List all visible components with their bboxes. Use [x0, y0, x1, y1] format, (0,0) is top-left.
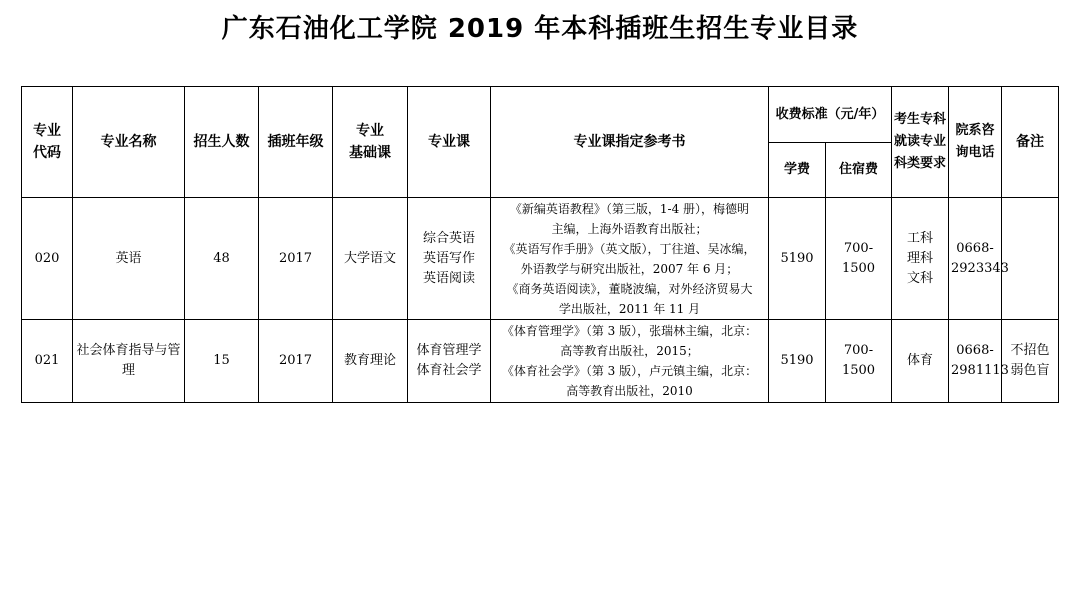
table-row	[22, 198, 1059, 320]
cell-major-courses: 体育管理学 体育社会学	[408, 320, 491, 403]
cell-grade: 2017	[259, 198, 333, 320]
cell-basic-course: 教育理论	[333, 320, 408, 403]
cell-contact-phone: 0668- 2923343	[949, 198, 1002, 320]
cell-requirements: 工科 理科 文科	[892, 198, 949, 320]
cell-housing: 700-1500	[826, 198, 892, 320]
cell-requirements: 体育	[892, 320, 949, 403]
cell-major-courses: 综合英语 英语写作 英语阅读	[408, 198, 491, 320]
header-grade: 插班年级	[259, 87, 333, 198]
cell-tuition: 5190	[769, 320, 826, 403]
cell-reference-books: 《新编英语教程》（第三版，1-4 册），梅德明 主编，上海外语教育出版社； 《英语写作手册》（英文版），丁往道、吴冰编， 外语教学与研究出版社，2007 年 6 月； 《商务英语阅读》，董晓波编，对外经济贸易大 学出版社，2011 年 11 月	[491, 198, 769, 320]
cell-notes: 不招色 弱色盲	[1002, 320, 1059, 403]
table-row	[22, 320, 1059, 403]
cell-name: 社会体育指导与管 理	[73, 320, 185, 403]
cell-notes	[1002, 198, 1059, 320]
header-basic-course: 专业 基础课	[333, 87, 408, 198]
cell-basic-course: 大学语文	[333, 198, 408, 320]
cell-reference-books: 《体育管理学》（第 3 版），张瑞林主编，北京： 高等教育出版社，2015； 《体育社会学》（第 3 版），卢元镇主编，北京： 高等教育出版社，2010	[491, 320, 769, 403]
header-requirements: 考生专科 就读专业 科类要求	[892, 87, 949, 198]
header-housing: 住宿费	[826, 143, 892, 198]
cell-quota: 48	[185, 198, 259, 320]
header-code: 专业 代码	[22, 87, 73, 198]
cell-code: 021	[22, 320, 73, 403]
cell-name: 英语	[73, 198, 185, 320]
header-reference-books: 专业课指定参考书	[491, 87, 769, 198]
header-contact-phone: 院系咨 询电话	[949, 87, 1002, 198]
header-tuition: 学费	[769, 143, 826, 198]
cell-tuition: 5190	[769, 198, 826, 320]
header-quota: 招生人数	[185, 87, 259, 198]
cell-code: 020	[22, 198, 73, 320]
page-title: 广东石油化工学院 2019 年本科插班生招生专业目录	[221, 14, 859, 44]
cell-grade: 2017	[259, 320, 333, 403]
cell-housing: 700-1500	[826, 320, 892, 403]
table-header-row	[22, 87, 1059, 143]
header-fee-group: 收费标准（元/年）	[769, 87, 892, 143]
header-name: 专业名称	[73, 87, 185, 198]
header-notes: 备注	[1002, 87, 1059, 198]
cell-quota: 15	[185, 320, 259, 403]
major-catalog-table	[21, 86, 1059, 403]
header-major-course: 专业课	[408, 87, 491, 198]
cell-contact-phone: 0668- 2981113	[949, 320, 1002, 403]
